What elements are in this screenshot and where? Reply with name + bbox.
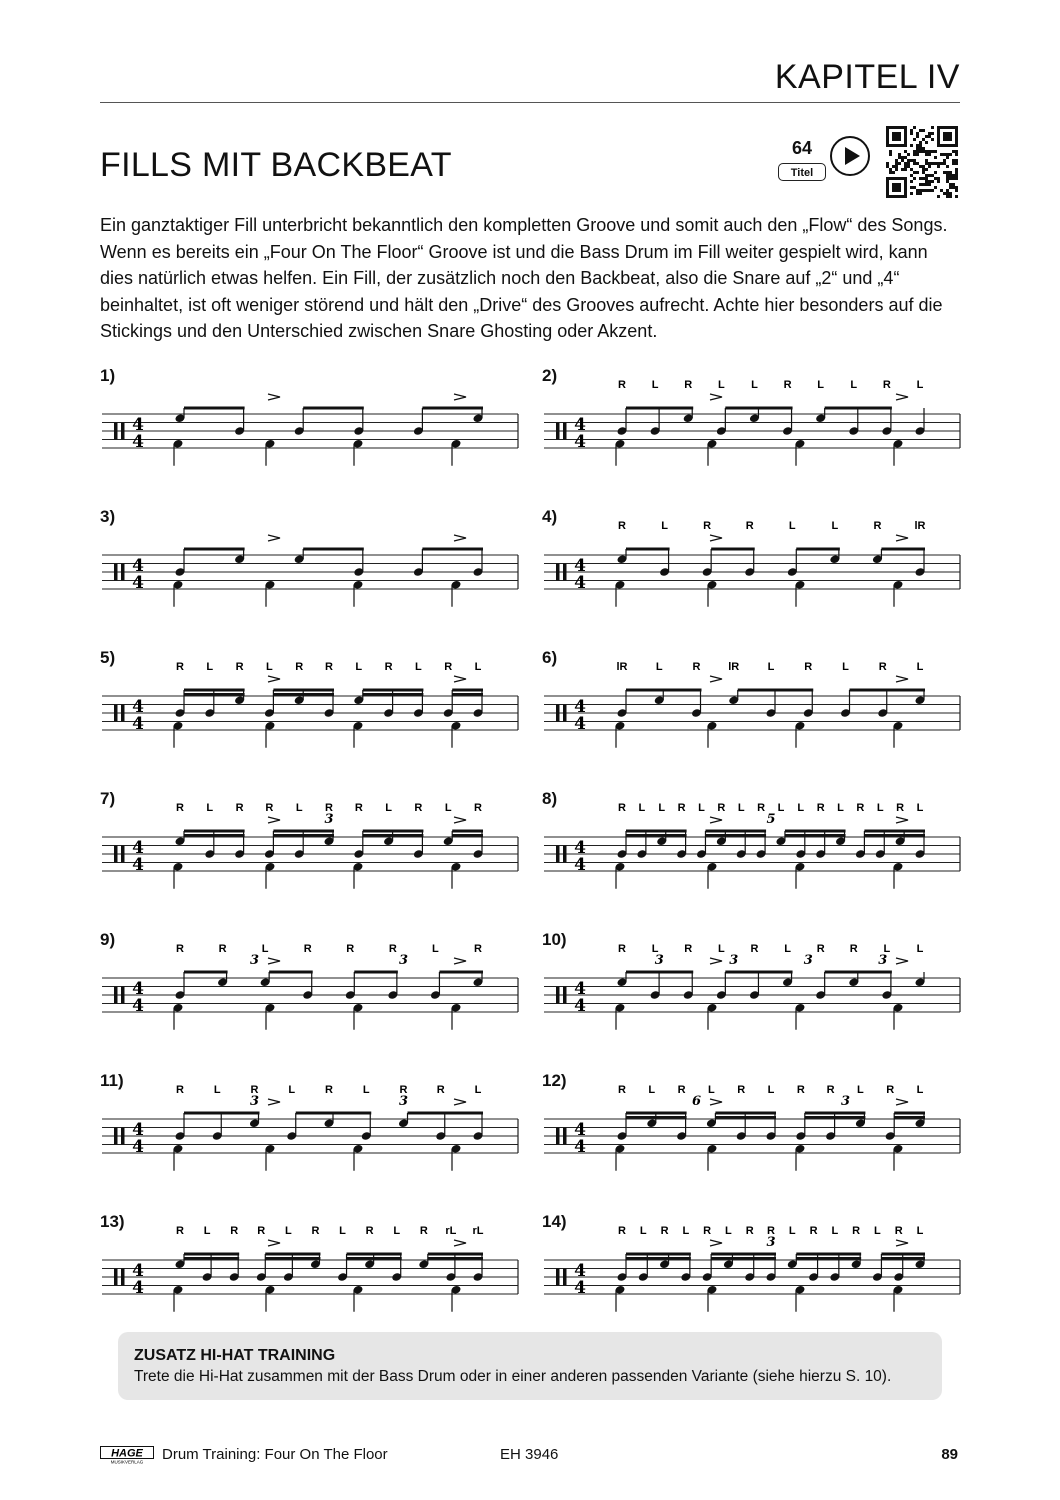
exercise xyxy=(100,366,520,486)
sticking-label: R xyxy=(856,802,865,814)
exercise xyxy=(100,789,520,909)
sticking-label: L xyxy=(474,661,482,673)
sticking-label: R xyxy=(176,1225,184,1237)
drum-staff xyxy=(100,930,520,1050)
tuplet-number: 3 xyxy=(398,1094,409,1109)
exercise xyxy=(100,1071,520,1191)
sticking-label: L xyxy=(850,379,858,391)
sticking-label: L xyxy=(831,1225,839,1237)
time-signature-bottom: 4 xyxy=(132,714,144,734)
sticking-label: L xyxy=(751,379,758,391)
sticking-label: L xyxy=(415,661,422,673)
time-signature-bottom: 4 xyxy=(574,855,586,875)
sticking-label: L xyxy=(651,943,659,955)
drum-staff xyxy=(100,1212,520,1332)
publisher-sub: MUSIKVERLAG xyxy=(110,1459,144,1464)
sticking-label: L xyxy=(385,802,392,814)
time-signature-bottom: 4 xyxy=(132,1137,144,1157)
drum-staff xyxy=(542,1212,962,1332)
tuplet-number: 3 xyxy=(729,953,739,968)
footer-catalog: EH 3946 xyxy=(500,1446,559,1463)
sticking-label: R xyxy=(399,1084,408,1096)
sticking-label: R xyxy=(677,1084,686,1096)
drum-staff xyxy=(542,789,962,909)
tuplet-number: 3 xyxy=(324,812,334,827)
sticking-label: R xyxy=(660,1225,669,1237)
drum-staff xyxy=(542,930,962,1050)
sticking-label: L xyxy=(767,661,775,673)
page-title: FILLS MIT BACKBEAT xyxy=(100,146,452,184)
sticking-label: L xyxy=(788,520,796,532)
sticking-label: L xyxy=(777,802,785,814)
accent-mark xyxy=(454,676,466,682)
info-box xyxy=(118,1332,942,1400)
drum-staff xyxy=(542,366,962,486)
sticking-label: L xyxy=(717,943,725,955)
sticking-label: L xyxy=(916,1225,924,1237)
sticking-label: L xyxy=(203,1225,211,1237)
drum-staff xyxy=(100,789,520,909)
exercise-number: 2) xyxy=(542,366,558,385)
accent-mark xyxy=(710,958,722,964)
sticking-label: L xyxy=(661,520,668,532)
sticking-label: R xyxy=(257,1225,266,1237)
sticking-label: L xyxy=(638,802,646,814)
accent-mark xyxy=(896,958,908,964)
time-signature-top: 4 xyxy=(132,697,144,717)
sticking-label: R xyxy=(878,661,887,673)
sticking-label: L xyxy=(432,943,439,955)
sticking-label: lR xyxy=(616,661,628,673)
accent-mark xyxy=(454,1240,466,1246)
sticking-label: R xyxy=(804,661,813,673)
info-box-title: ZUSATZ HI-HAT TRAINING xyxy=(134,1347,336,1364)
time-signature-top: 4 xyxy=(574,1120,586,1140)
sticking-label: R xyxy=(325,1084,333,1096)
sticking-label: L xyxy=(831,520,839,532)
sticking-label: R xyxy=(346,943,355,955)
exercise-number: 1) xyxy=(100,366,116,385)
sticking-label: R xyxy=(767,1225,775,1237)
accent-mark xyxy=(454,394,466,400)
sticking-label: R xyxy=(745,1225,754,1237)
time-signature-bottom: 4 xyxy=(574,714,586,734)
intro-paragraph: Ein ganztaktiger Fill unterbricht bekanntlich den kompletten Groove und somit auch den „Flow“ des Songs. Wenn es bereits ein „Four On The Floor“ Groove ist und die Bass Drum im Fill weiter gespielt wird, kann dies natürlich etwas helfen. Ein Fill, der zusätzlich noch den Backbeat, also die Snare auf „2“ und „4“ beinhaltet, ist oft weniger störend und hält den „Drive“ des Grooves aufrecht. Achte hier besonders auf die Stickings und den Unterschied zwischen Snare Ghosting oder Akzent. xyxy=(100,215,948,341)
sticking-label: R xyxy=(384,661,393,673)
sticking-label: R xyxy=(692,661,701,673)
play-icon[interactable] xyxy=(830,136,870,176)
sticking-label: R xyxy=(235,802,244,814)
sticking-label: L xyxy=(295,802,303,814)
exercise-number: 7) xyxy=(100,789,116,808)
sticking-label: L xyxy=(725,1225,732,1237)
track-number: 64 xyxy=(791,138,813,158)
sticking-label: R xyxy=(265,802,274,814)
tuplet-number: 5 xyxy=(766,812,776,827)
sticking-label: L xyxy=(288,1084,296,1096)
sticking-label: R xyxy=(176,943,184,955)
sticking-label: L xyxy=(737,802,745,814)
exercise-number: 11) xyxy=(100,1071,124,1090)
sticking-label: R xyxy=(618,943,626,955)
exercise-number: 3) xyxy=(100,507,116,526)
exercise xyxy=(100,648,520,768)
exercise-number: 13) xyxy=(100,1212,125,1231)
accent-mark xyxy=(268,1099,280,1105)
page-number: 89 xyxy=(941,1446,958,1463)
drum-staff xyxy=(542,1071,962,1191)
sticking-label: R xyxy=(474,943,482,955)
accent-mark xyxy=(896,817,908,823)
tuplet-number: 3 xyxy=(654,953,664,968)
drum-staff xyxy=(100,1071,520,1191)
sticking-label: R xyxy=(230,1225,239,1237)
sticking-label: L xyxy=(393,1225,401,1237)
time-signature-bottom: 4 xyxy=(132,855,144,875)
sticking-label: R xyxy=(677,802,686,814)
sticking-label: R xyxy=(218,943,227,955)
sticking-label: L xyxy=(206,802,214,814)
sticking-label: L xyxy=(842,661,849,673)
time-signature-top: 4 xyxy=(574,697,586,717)
sticking-label: R xyxy=(816,943,825,955)
accent-mark xyxy=(268,535,280,541)
sticking-label: L xyxy=(788,1225,796,1237)
accent-mark xyxy=(710,817,722,823)
sticking-label: L xyxy=(876,802,884,814)
sticking-label: R xyxy=(882,379,891,391)
time-signature-top: 4 xyxy=(132,415,144,435)
accent-mark xyxy=(268,958,280,964)
exercise xyxy=(542,789,962,909)
sticking-label: L xyxy=(651,379,659,391)
publisher-logo xyxy=(100,1446,154,1464)
sticking-label: L xyxy=(916,943,924,955)
accent-mark xyxy=(710,535,722,541)
sticking-label: R xyxy=(474,802,482,814)
time-signature-top: 4 xyxy=(132,1261,144,1281)
sticking-label: R xyxy=(618,379,626,391)
sticking-label: L xyxy=(362,1084,370,1096)
drum-staff xyxy=(542,648,962,768)
sticking-label: L xyxy=(355,661,363,673)
sticking-label: L xyxy=(648,1084,656,1096)
exercise-number: 8) xyxy=(542,789,558,808)
sticking-label: rL xyxy=(445,1225,457,1237)
sticking-label: R xyxy=(849,943,858,955)
sticking-label: R xyxy=(618,1225,626,1237)
sticking-label: R xyxy=(618,802,626,814)
sticking-label: R xyxy=(325,661,333,673)
sticking-label: R xyxy=(419,1225,428,1237)
time-signature-top: 4 xyxy=(132,979,144,999)
sticking-label: R xyxy=(745,520,754,532)
exercise-number: 4) xyxy=(542,507,558,526)
exercise-number: 9) xyxy=(100,930,116,949)
exercise xyxy=(542,930,962,1050)
sticking-label: R xyxy=(757,802,766,814)
exercise xyxy=(542,507,962,627)
time-signature-bottom: 4 xyxy=(574,1137,586,1157)
sticking-label: L xyxy=(213,1084,221,1096)
sticking-label: R xyxy=(618,520,626,532)
time-signature-bottom: 4 xyxy=(132,1278,144,1298)
sticking-label: L xyxy=(817,379,825,391)
sticking-label: L xyxy=(474,1084,482,1096)
sticking-label: R xyxy=(796,1084,805,1096)
accent-mark xyxy=(454,817,466,823)
sticking-label: L xyxy=(261,943,269,955)
accent-mark xyxy=(710,1240,722,1246)
accent-mark xyxy=(710,394,722,400)
sticking-label: L xyxy=(682,1225,690,1237)
exercise xyxy=(542,648,962,768)
sticking-label: R xyxy=(235,661,244,673)
accent-mark xyxy=(454,535,466,541)
tuplet-number: 6 xyxy=(691,1094,702,1109)
accent-mark xyxy=(268,817,280,823)
time-signature-bottom: 4 xyxy=(574,1278,586,1298)
accent-mark xyxy=(710,676,722,682)
sticking-label: L xyxy=(266,661,273,673)
tuplet-number: 3 xyxy=(803,953,813,968)
sticking-label: L xyxy=(857,1084,864,1096)
sticking-label: R xyxy=(325,802,333,814)
sticking-label: R xyxy=(894,1225,903,1237)
tuplet-number: 3 xyxy=(878,953,888,968)
accent-mark xyxy=(896,1099,908,1105)
sticking-label: L xyxy=(916,802,924,814)
drum-staff xyxy=(100,648,520,768)
drum-staff xyxy=(100,366,520,486)
accent-mark xyxy=(268,394,280,400)
sticking-label: L xyxy=(717,379,725,391)
exercise xyxy=(542,1212,962,1332)
sticking-label: L xyxy=(883,943,891,955)
exercise xyxy=(542,366,962,486)
publisher-name: HAGE xyxy=(111,1447,143,1460)
sticking-label: L xyxy=(639,1225,647,1237)
sticking-label: L xyxy=(784,943,791,955)
sticking-label: R xyxy=(444,661,453,673)
sticking-label: L xyxy=(874,1225,881,1237)
sticking-label: L xyxy=(797,802,805,814)
accent-mark xyxy=(896,535,908,541)
header-divider xyxy=(100,102,960,103)
tuplet-number: 3 xyxy=(398,953,409,968)
sticking-label: R xyxy=(717,802,726,814)
sticking-label: R xyxy=(414,802,423,814)
exercise-number: 14) xyxy=(542,1212,567,1231)
track-label: Titel xyxy=(778,163,826,181)
sticking-label: lR xyxy=(914,520,926,532)
sticking-label: R xyxy=(436,1084,445,1096)
accent-mark xyxy=(268,676,280,682)
accent-mark xyxy=(710,1099,722,1105)
drum-staff xyxy=(542,507,962,627)
sticking-label: R xyxy=(852,1225,861,1237)
sticking-label: L xyxy=(837,802,844,814)
time-signature-top: 4 xyxy=(132,556,144,576)
tuplet-number: 3 xyxy=(840,1094,851,1109)
sticking-label: R xyxy=(388,943,397,955)
sticking-label: R xyxy=(896,802,905,814)
intro-text xyxy=(100,212,962,345)
sticking-label: L xyxy=(708,1084,715,1096)
sticking-label: L xyxy=(916,661,924,673)
sticking-label: L xyxy=(698,802,705,814)
sticking-label: R xyxy=(809,1225,818,1237)
accent-mark xyxy=(896,394,908,400)
sticking-label: L xyxy=(339,1225,346,1237)
accent-mark xyxy=(896,676,908,682)
time-signature-top: 4 xyxy=(132,1120,144,1140)
time-signature-top: 4 xyxy=(574,979,586,999)
sticking-label: L xyxy=(658,802,666,814)
tuplet-number: 3 xyxy=(766,1235,776,1250)
tuplet-number: 3 xyxy=(249,1094,260,1109)
time-signature-top: 4 xyxy=(574,415,586,435)
sticking-label: lR xyxy=(728,661,740,673)
exercise-number: 6) xyxy=(542,648,558,667)
exercise-number: 10) xyxy=(542,930,567,949)
sticking-label: R xyxy=(816,802,825,814)
sticking-label: R xyxy=(886,1084,895,1096)
time-signature-bottom: 4 xyxy=(132,996,144,1016)
sticking-label: R xyxy=(703,520,712,532)
sticking-label: R xyxy=(684,943,693,955)
sticking-label: R xyxy=(354,802,363,814)
sticking-label: rL xyxy=(472,1225,484,1237)
tuplet-number: 3 xyxy=(249,953,260,968)
qr-code-icon[interactable] xyxy=(886,126,958,198)
sticking-label: L xyxy=(767,1084,775,1096)
exercise-number: 12) xyxy=(542,1071,567,1090)
time-signature-bottom: 4 xyxy=(132,432,144,452)
drum-staff xyxy=(100,507,520,627)
sticking-label: R xyxy=(750,943,759,955)
audio-track[interactable] xyxy=(776,136,876,188)
time-signature-top: 4 xyxy=(132,838,144,858)
sticking-label: R xyxy=(311,1225,320,1237)
accent-mark xyxy=(896,1240,908,1246)
time-signature-bottom: 4 xyxy=(574,573,586,593)
sticking-label: R xyxy=(295,661,304,673)
footer-book-title: Drum Training: Four On The Floor xyxy=(162,1446,388,1463)
sticking-label: R xyxy=(618,1084,626,1096)
time-signature-top: 4 xyxy=(574,838,586,858)
accent-mark xyxy=(268,1240,280,1246)
sticking-label: L xyxy=(284,1225,292,1237)
sticking-label: L xyxy=(206,661,214,673)
accent-mark xyxy=(454,958,466,964)
time-signature-top: 4 xyxy=(574,1261,586,1281)
sticking-label: R xyxy=(176,661,184,673)
sticking-label: R xyxy=(703,1225,712,1237)
chapter-heading: KAPITEL IV xyxy=(774,58,960,96)
exercise xyxy=(100,930,520,1050)
time-signature-bottom: 4 xyxy=(574,996,586,1016)
sticking-label: R xyxy=(365,1225,374,1237)
time-signature-top: 4 xyxy=(574,556,586,576)
sticking-label: R xyxy=(873,520,882,532)
sticking-label: R xyxy=(303,943,312,955)
info-box-text: Trete die Hi-Hat zusammen mit der Bass Drum oder in einer anderen passenden Variante (siehe hierzu S. 10). xyxy=(134,1368,892,1385)
sticking-label: R xyxy=(250,1084,259,1096)
exercise xyxy=(542,1071,962,1191)
sticking-label: L xyxy=(916,379,924,391)
time-signature-bottom: 4 xyxy=(574,432,586,452)
time-signature-bottom: 4 xyxy=(132,573,144,593)
sticking-label: L xyxy=(655,661,663,673)
sticking-label: L xyxy=(444,802,452,814)
sticking-label: R xyxy=(684,379,693,391)
sticking-label: L xyxy=(916,1084,924,1096)
sticking-label: R xyxy=(737,1084,746,1096)
accent-mark xyxy=(454,1099,466,1105)
exercise xyxy=(100,507,520,627)
sticking-label: R xyxy=(783,379,792,391)
sticking-label: R xyxy=(176,1084,184,1096)
sticking-label: R xyxy=(826,1084,835,1096)
exercise xyxy=(100,1212,520,1332)
sticking-label: R xyxy=(176,802,184,814)
exercise-number: 5) xyxy=(100,648,116,667)
